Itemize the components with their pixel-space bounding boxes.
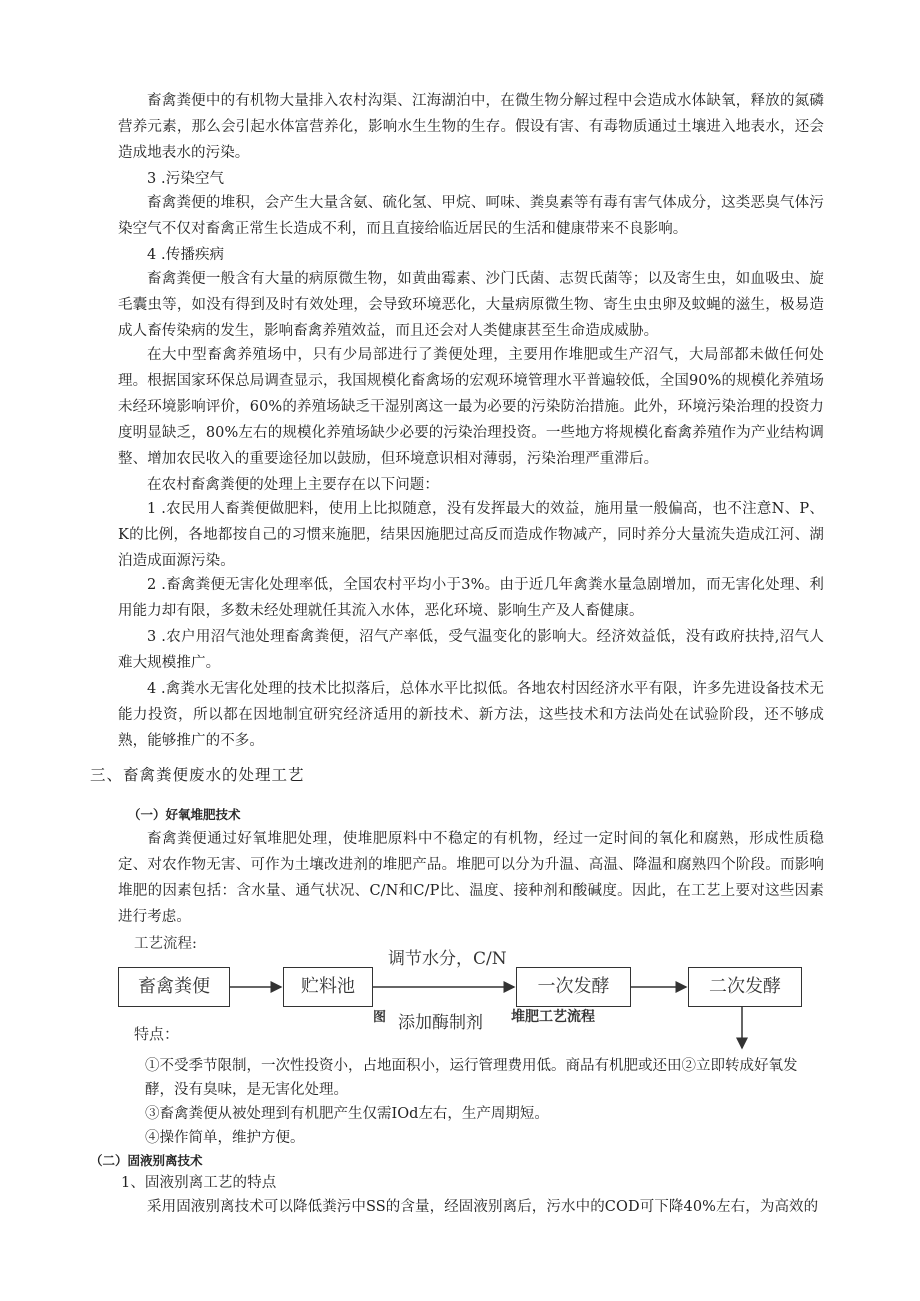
paragraph-air-pollution: 畜禽粪便的堆积，会产生大量含氨、硫化氢、甲烷、呵味、粪臭素等有毒有害气体成分，这类恶臭气体污染空气不仅对畜禽正常生长造成不利，而且直接给临近居民的生活和健康带来不良影响。 — [118, 195, 824, 237]
paragraph-survey: 在大中型畜禽养殖场中，只有少局部进行了粪便处理，主要用作堆肥或生产沼气，大局部都未做任何处理。根据国家环保总局调查显示，我国规模化畜禽场的宏观环境管理水平普遍较低，全国90%的规模化养殖场未经环境影响评价，60%的养殖场缺乏干湿别离这一最为必要的污染防治措施。此外，环境污染治理的投资力度明显缺乏，80%左右的规模化养殖场缺少必要的污染治理投资。一些地方将规模化畜禽养殖作为产业结构调整、增加农民收入的重要途径加以鼓励，但环境意识相对薄弱，污染治理严重滞后。 — [118, 347, 824, 467]
problem-item-3: 3 .农户用沼气池处理畜禽粪便，沼气产率低，受气温变化的影响大。经济效益低，没有政府扶持,沼气人难大规模推广。 — [118, 629, 824, 671]
subsection-aerobic-composting: （一）好氧堆肥技术 — [128, 807, 241, 822]
paragraph-disease: 畜禽粪便一般含有大量的病原微生物，如黄曲霉素、沙门氏菌、志贺氏菌等；以及寄生虫，如血吸虫、旋毛囊虫等，如没有得到及时有效处理，会导致环境恶化，大量病原微生物、寄生虫虫卵及蚊蝇的滋生，极易造成人畜传染病的发生，影响畜禽养殖效益，而且还会对人类健康甚至生命造成威胁。 — [118, 271, 824, 339]
section-3-title: 三、畜禽粪便废水的处理工艺 — [90, 766, 305, 784]
paragraph-water-pollution: 畜禽粪便中的有机物大量排入农村沟渠、江海湖泊中，在微生物分解过程中会造成水体缺氧，释放的氮磷营养元素，那么会引起水体富营养化，影响水生生物的生存。假设有害、有毒物质通过土壤进入地表水，还会造成地表水的污染。 — [118, 93, 824, 161]
heading-air-pollution: 3 .污染空气 — [147, 171, 225, 187]
flow-caption: 堆肥工艺流程 — [511, 1009, 595, 1025]
feature-4: ④操作简单，维护方便。 — [145, 1130, 305, 1146]
feature-1-2: ①不受季节限制，一次性投资小，占地面积小，运行管理费用低。商品有机肥或还田②立即转成好氧发酵，没有臭味，是无害化处理。 — [145, 1058, 798, 1098]
heading-disease: 4 .传播疾病 — [147, 247, 225, 263]
flow-box-storage-pool: 贮料池 — [283, 967, 373, 1007]
flow-annotation-above: 调节水分，C/N — [388, 949, 507, 969]
problem-item-1: 1 .农民用人畜粪便做肥料，使用上比拟随意，没有发挥最大的效益，施用量一般偏高，也不注意N、P、K的比例，各地都按自己的习惯来施肥，结果因施肥过高反而造成作物减产，同时养分大量流失造成江河、湖泊造成面源污染。 — [118, 501, 824, 569]
paragraph-solid-liquid: 采用固液别离技术可以降低粪污中SS的含量，经固液别离后，污水中的COD可下降40%左右，为高效的 — [147, 1199, 819, 1215]
problem-item-4: 4 .禽粪水无害化处理的技术比拟落后，总体水平比拟低。各地农村因经济水平有限，许多先进设备技术无能力投资，所以都在因地制宜研究经济适用的新技术、新方法，这些技术和方法尚处在试验阶段，还不够成熟，能够推广的不多。 — [118, 681, 824, 749]
subsection-solid-liquid-heading: 1、固液别离工艺的特点 — [121, 1175, 277, 1191]
feature-3: ③畜禽粪便从被处理到有机肥产生仅需IOd左右，生产周期短。 — [145, 1106, 549, 1122]
flow-box-first-fermentation: 一次发酵 — [516, 967, 631, 1007]
features-label: 特点： — [134, 1025, 180, 1043]
flow-box-second-fermentation: 二次发酵 — [688, 967, 802, 1007]
subsection-solid-liquid: （二）固液别离技术 — [90, 1153, 203, 1168]
flow-annotation-below: 添加酶制剂 — [398, 1013, 483, 1033]
flow-box-manure: 畜禽粪便 — [118, 967, 230, 1007]
problem-item-2: 2 .畜禽粪便无害化处理率低，全国农村平均小于3%。由于近几年禽粪水量急剧增加，而无害化处理、利用能力却有限，多数未经处理就任其流入水体，恶化环境、影响生产及人畜健康。 — [118, 577, 824, 619]
flow-label: 工艺流程: — [134, 936, 197, 952]
paragraph-problems-intro: 在农村畜禽粪便的处理上主要存在以下问题： — [147, 477, 439, 493]
paragraph-composting: 畜禽粪便通过好氧堆肥处理，使堆肥原料中不稳定的有机物，经过一定时间的氧化和腐熟，形成性质稳定、对农作物无害、可作为土壤改进剂的堆肥产品。堆肥可以分为升温、高温、降温和腐熟四个阶段。而影响堆肥的因素包括：含水量、通气状况、C/N和C/P比、温度、接种剂和酸碱度。因此，在工艺上要对这些因素进行考虑。 — [118, 831, 824, 925]
flow-annotation-mark: 图 — [373, 1010, 387, 1025]
